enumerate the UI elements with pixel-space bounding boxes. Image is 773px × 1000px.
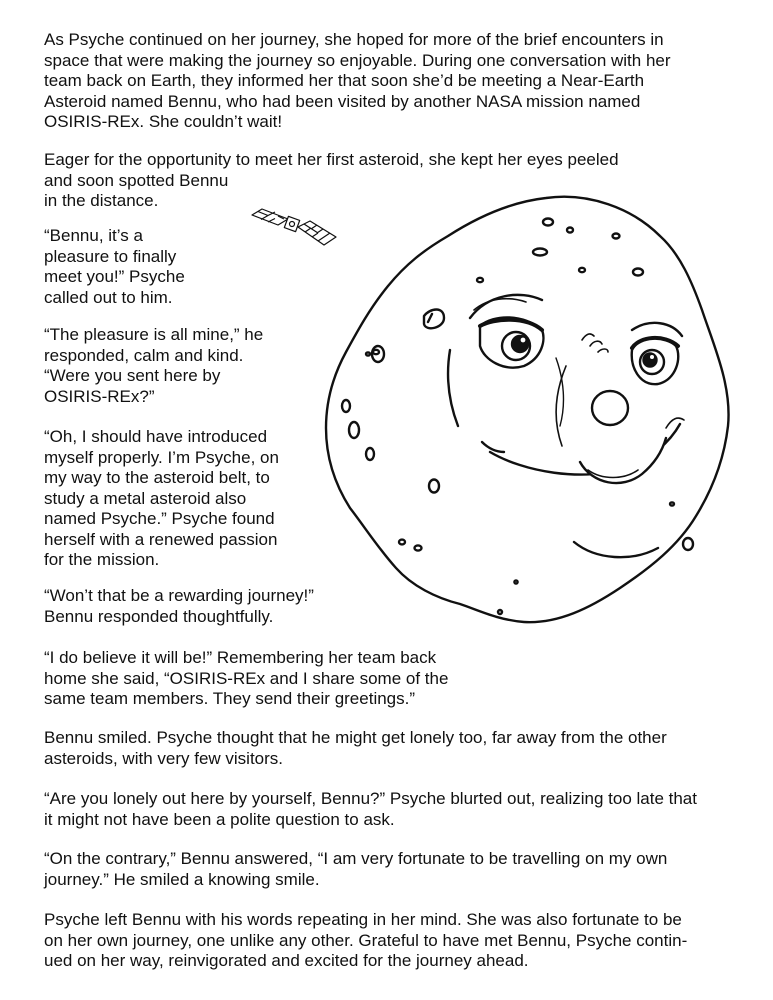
text-line: As Psyche continued on her journey, she hoped for more of the brief encounters in [44,30,664,49]
paragraph-believe [44,648,448,710]
text-line: my way to the asteroid belt, to [44,468,270,487]
text-line: asteroids, with very few visitors. [44,748,284,768]
paragraph-intro [44,30,734,133]
paragraph-greeting [44,226,185,308]
paragraph-lonely [44,789,734,830]
paragraph-introduction [44,427,279,571]
text-line: team back on Earth, they informed her that soon she’d be meeting a Near-Earth [44,71,645,90]
text-line: “The pleasure is all mine,” he [44,325,264,344]
paragraph-smiled [44,728,734,769]
asteroid-outline [326,197,729,622]
text-line: “Won’t that be a rewarding journey!” [44,586,314,605]
text-line: “I do believe it will be!” Remembering her team back [44,648,437,667]
text-line: Psyche left Bennu with his words repeating in her mind. She was also fortunate to be [44,910,682,929]
text-line: “Oh, I should have introduced [44,427,268,446]
text-line: journey.” He smiled a knowing smile. [44,869,320,889]
text-line: ued on her way, reinvigorated and excited for the journey ahead. [44,951,529,970]
text-line: in the distance. [44,191,159,210]
text-line: Bennu smiled. Psyche thought that he might get lonely too, far away from the other [44,728,667,747]
text-line: “Were you sent here by [44,366,221,385]
text-line: Asteroid named Bennu, who had been visited by another NASA mission named [44,91,641,111]
text-line: Bennu responded thoughtfully. [44,606,274,626]
bennu-asteroid-face-drawing [320,190,740,630]
paragraph-response [44,325,263,407]
text-line: “Bennu, it’s a [44,226,143,245]
text-line: responded, calm and kind. [44,345,244,365]
text-line: same team members. They send their greetings.” [44,689,416,708]
text-line: OSIRIS-REx. She couldn’t wait! [44,112,283,131]
text-line: on her own journey, one unlike any other. Grateful to have met Bennu, Psyche contin- [44,930,688,950]
text-line: “Are you lonely out here by yourself, Bennu?” Psyche blurted out, realizing too late that [44,789,697,808]
text-line: pleasure to finally [44,246,177,266]
text-line: “On the contrary,” Bennu answered, “I am very fortunate to be travelling on my own [44,849,668,868]
text-line: it might not have been a polite question to ask. [44,809,395,829]
text-line: for the mission. [44,550,160,569]
paragraph-rewarding [44,586,314,627]
text-line: home she said, “OSIRIS-REx and I share some of the [44,668,449,688]
text-line: called out to him. [44,287,173,307]
text-line: myself properly. I’m Psyche, on [44,447,279,467]
paragraph-contrary [44,849,734,890]
text-line: and soon spotted Bennu [44,170,229,190]
text-line: space that were making the journey so enjoyable. During one conversation with her [44,50,671,70]
text-line: meet you!” Psyche [44,267,185,286]
text-line: named Psyche.” Psyche found [44,509,275,528]
text-line: Eager for the opportunity to meet her first asteroid, she kept her eyes peeled [44,150,619,169]
text-line: herself with a renewed passion [44,529,278,549]
text-line: OSIRIS-REx?” [44,386,155,406]
paragraph-ending [44,910,734,972]
text-line: study a metal asteroid also [44,488,247,508]
